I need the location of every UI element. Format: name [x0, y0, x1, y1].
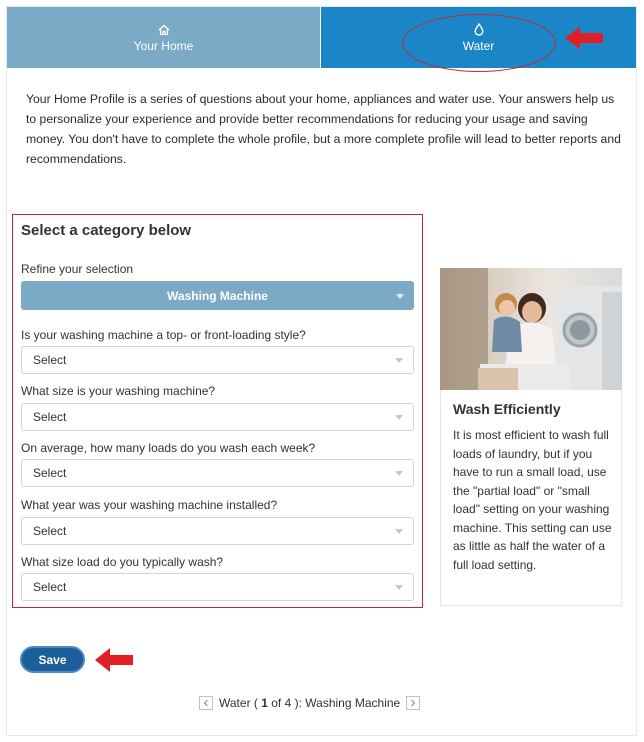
question-label: Is your washing machine a top- or front-loading style?	[21, 328, 306, 342]
refine-label: Refine your selection	[21, 262, 134, 276]
prev-page-button[interactable]	[199, 696, 213, 710]
chevron-down-icon	[395, 415, 403, 420]
pager	[199, 694, 420, 712]
next-page-button[interactable]	[406, 696, 420, 710]
select-value: Select	[33, 580, 67, 594]
chevron-left-icon	[202, 699, 210, 707]
tip-title: Wash Efficiently	[453, 401, 561, 417]
laundry-photo	[440, 268, 622, 390]
question-label: What year was your washing machine installed?	[21, 498, 278, 512]
chevron-down-icon	[395, 529, 403, 534]
pager-current: 1	[261, 696, 268, 710]
home-icon	[158, 23, 170, 37]
refine-select-value: Washing Machine	[167, 288, 268, 303]
question-label: On average, how many loads do you wash each week?	[21, 441, 316, 455]
machine-size-select[interactable]	[21, 403, 414, 431]
water-drop-icon	[474, 23, 484, 37]
chevron-down-icon	[395, 358, 403, 363]
question-label: What size load do you typically wash?	[21, 555, 224, 569]
tab-your-home[interactable]	[7, 7, 321, 68]
tab-water-label: Water	[462, 38, 495, 53]
select-value: Select	[33, 524, 67, 538]
save-button[interactable]: Save	[20, 646, 85, 673]
load-size-select[interactable]	[21, 573, 414, 601]
tab-water[interactable]	[321, 7, 636, 68]
select-value: Select	[33, 410, 67, 424]
chevron-down-icon	[395, 471, 403, 476]
chevron-down-icon	[395, 585, 403, 590]
refine-select[interactable]	[21, 281, 414, 310]
tip-body: It is most efficient to wash full loads of laundry, but if you have to run a small load, use the "partial load" or "small load" setting on your washing machine. This setting can use as little as half the water of a full load setting.	[453, 428, 612, 572]
select-value: Select	[33, 353, 67, 367]
tab-your-home-label: Your Home	[133, 38, 194, 53]
category-tabs	[7, 7, 636, 68]
question-label: What size is your washing machine?	[21, 384, 216, 398]
pager-text	[219, 696, 400, 710]
chevron-down-icon	[396, 294, 404, 299]
chevron-right-icon	[409, 699, 417, 707]
loading-style-select[interactable]	[21, 346, 414, 374]
select-value: Select	[33, 466, 67, 480]
install-year-select[interactable]	[21, 517, 414, 545]
loads-per-week-select[interactable]	[21, 459, 414, 487]
pager-suffix: of 4 ): Washing Machine	[267, 696, 401, 710]
category-title: Select a category below	[21, 222, 192, 239]
intro-text: Your Home Profile is a series of questions about your home, appliances and water use. Your answers help us to personalize your experience and provide better recommendations for reducing your usage and saving money. You don't have to complete the whole profile, but a more complete profile will lead to better reports and recommendations.	[26, 92, 621, 166]
pager-prefix: Water (	[219, 696, 262, 710]
